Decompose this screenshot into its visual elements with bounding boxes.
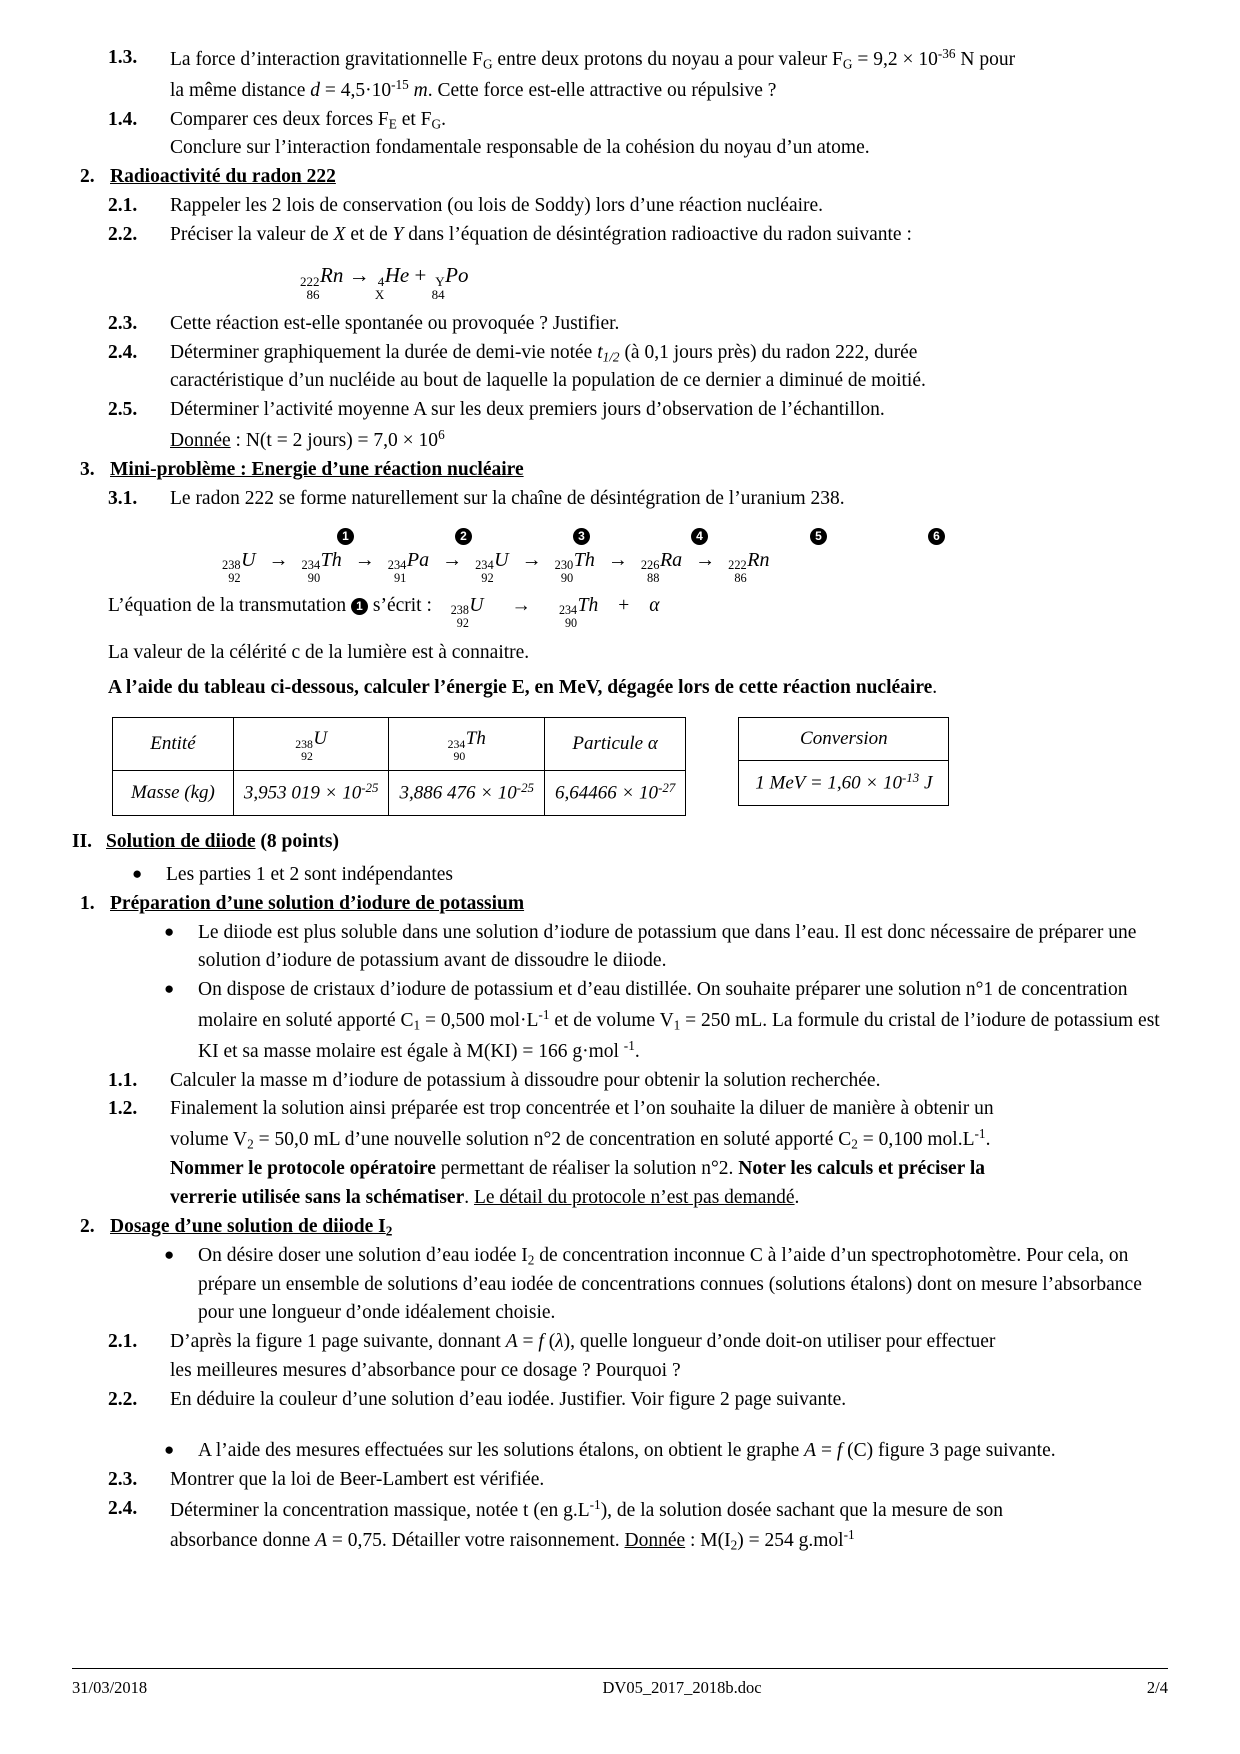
mass-number: 238 — [450, 603, 469, 618]
element-symbol: Rn — [747, 548, 770, 571]
footer-filename: DV05_2017_2018b.doc — [602, 1677, 762, 1697]
question-number: 1.2. — [108, 1098, 138, 1120]
question-number: 2.2. — [108, 1388, 138, 1410]
footer-page-number: 2/4 — [1146, 1677, 1168, 1697]
atomic-number: 91 — [393, 571, 407, 586]
question-1-3-line2 — [170, 75, 1168, 106]
q22-c: dans l’équation de désintégration radioactive du radon suivante : — [403, 223, 912, 245]
decay-chain-terms — [222, 546, 769, 586]
mass-number: 234 — [387, 558, 407, 573]
b4-a: A l’aide des mesures effectuées sur les solutions étalons, on obtient le graphe — [198, 1439, 805, 1461]
chain-arrow-2: → — [354, 548, 375, 571]
question-number: 1.4. — [108, 108, 138, 130]
question-text — [170, 1495, 1168, 1526]
q12-bold-verrerie: verrerie utilisée sans la schématiser — [170, 1186, 465, 1208]
atomic-number: 90 — [307, 571, 321, 586]
question-number: 2.3. — [108, 1468, 138, 1490]
b3-line3: mesure l’absorbance pour une longueur d’onde idéalement choisie. — [198, 1273, 1142, 1324]
radon-decay-equation — [300, 260, 1168, 302]
q12-l4-mid: . — [464, 1186, 474, 1208]
multiplier: × 10 — [324, 782, 362, 804]
question-number: 1.1. — [108, 1069, 138, 1091]
multiplier: × 10 — [616, 782, 659, 804]
b4-func-f: f — [836, 1439, 843, 1461]
donnee-exponent: 6 — [438, 427, 445, 443]
q13-sub-1: G — [482, 56, 493, 72]
subsection-2-heading — [80, 1213, 1168, 1242]
question-2-1-b — [108, 1328, 1168, 1357]
nuclide-u234 — [475, 550, 509, 586]
question-number: 2.1. — [108, 195, 138, 217]
chain-arrow-3: → — [442, 548, 463, 571]
section-number: 2. — [80, 166, 95, 188]
q13-part-a: La force d’interaction gravitationnelle F — [170, 48, 483, 70]
conv-exponent: -13 — [901, 770, 920, 786]
question-number: 2.3. — [108, 312, 138, 334]
q13-l2-sup: -15 — [391, 76, 409, 92]
bullet-text — [198, 919, 1168, 977]
element-symbol: U — [313, 728, 328, 750]
q13-var-d: d — [310, 79, 320, 101]
table-row-header — [739, 718, 949, 761]
q24b-l1-b: ), de la solution dosée sachant que la mesure de son — [600, 1499, 1004, 1521]
question-text: Déterminer l’activité moyenne A sur les deux premiers jours d’observation de l’échantillon. — [170, 399, 885, 421]
bullet-diiode-solubility — [164, 919, 1168, 977]
nuclide-pa234 — [388, 550, 429, 586]
q14-sub-e: E — [388, 116, 397, 132]
cell-particule-alpha: Particule α — [544, 718, 685, 771]
question-2-2-b — [108, 1386, 1168, 1415]
question-number: 2.4. — [108, 1497, 138, 1519]
nuclide-rn222 — [728, 550, 769, 586]
exponent: -25 — [361, 780, 379, 796]
q12-l2-a: volume V — [170, 1129, 248, 1151]
b2-l3-sup: -1 — [623, 1037, 635, 1053]
mass-number: 226 — [640, 558, 660, 573]
element-symbol: U — [469, 594, 484, 616]
nuclide-ra226 — [641, 550, 682, 586]
q12-l4-end: . — [794, 1186, 800, 1208]
question-text: Le radon 222 se forme naturellement sur la chaîne de désintégration de l’uranium 238. — [170, 487, 845, 509]
cell-th234 — [389, 718, 545, 771]
bullet-parties-independantes — [132, 861, 1168, 890]
question-1-2-line4 — [170, 1184, 1168, 1213]
q24b-l2-b: = 0,75. Détailler votre raisonnement. — [327, 1530, 625, 1552]
plus-sign: + — [414, 262, 427, 287]
q13-l2-c: . Cette force est-elle attractive ou répulsive ? — [427, 79, 777, 101]
reaction-arrow: → — [511, 594, 531, 616]
mass-number: 238 — [222, 558, 241, 573]
q24b-var-A: A — [315, 1530, 328, 1552]
question-text — [170, 106, 1168, 135]
subsection-title: Préparation d’une solution d’iodure de potassium — [110, 892, 525, 914]
question-1-4 — [108, 106, 1168, 135]
question-2-1-b-line2: les meilleures mesures d’absorbance pour ce dosage ? Pourquoi ? — [170, 1360, 681, 1382]
q13-part-b: entre deux protons du noyau a pour valeur F — [492, 48, 843, 70]
decay-chain-step-markers — [222, 528, 1168, 548]
nuclide-th234 — [559, 596, 598, 630]
question-2-4-b-line2 — [170, 1525, 1168, 1556]
q14-a: Comparer ces deux forces F — [170, 108, 389, 130]
q12-l2-c: = 0,100 mol.L — [857, 1129, 975, 1151]
conv-value: = 1,60 × 10 — [805, 772, 902, 794]
q13-sub-2: G — [842, 56, 853, 72]
question-number: 2.1. — [108, 1331, 138, 1353]
cell-entite: Entité — [113, 718, 234, 771]
chain-arrow-5: → — [607, 548, 628, 571]
element-symbol: U — [241, 548, 256, 571]
section-title: Radioactivité du radon 222 — [110, 166, 336, 188]
q12-underline-detail: Le détail du protocole n’est pas demandé — [473, 1186, 795, 1208]
subsection-number: 1. — [80, 892, 95, 914]
b2-line1: On dispose de cristaux d’iodure de potassium et d’eau distillée. On souhaite préparer une solution n°1 de — [198, 979, 1017, 1001]
element-symbol: He — [384, 262, 410, 287]
question-text: En déduire la couleur d’une solution d’eau iodée. Justifier. Voir figure 2 page suivante. — [170, 1388, 847, 1410]
mass-number: 234 — [301, 558, 321, 573]
table-row-value — [739, 761, 949, 806]
step-marker-1: 1 — [337, 528, 354, 545]
q24-sub-half: 1/2 — [602, 349, 620, 365]
question-2-4-line2: caractéristique d’un nucléide au bout de laquelle la population de ce dernier a diminué de moitié. — [170, 370, 926, 392]
question-2-2 — [108, 221, 1168, 250]
nuclide-po — [431, 262, 469, 303]
q21b-eq: = — [517, 1331, 539, 1353]
bullet-icon: ● — [132, 863, 143, 883]
atomic-number: X — [374, 287, 385, 303]
question-2-5-donnee — [170, 425, 1168, 456]
q21b-var-A: A — [505, 1331, 518, 1353]
nuclide-th230 — [555, 550, 595, 586]
q13-sup: -36 — [937, 46, 956, 61]
q24-b: (à 0,1 jours près) du radon 222, durée — [619, 341, 918, 363]
alpha-particle: α — [649, 594, 660, 616]
mantissa: 3,886 476 — [399, 782, 476, 804]
cell-masse-label: Masse (kg) — [113, 771, 234, 816]
celerite-note: La valeur de la célérité c de la lumière est à connaitre. — [108, 642, 530, 664]
element-symbol: Th — [573, 548, 595, 571]
bullet-icon: ● — [164, 1439, 175, 1459]
tableau-instruction — [108, 674, 1168, 703]
tableau-instruction-period: . — [932, 677, 938, 699]
question-text: Rappeler les 2 lois de conservation (ou lois de Soddy) lors d’une réaction nucléaire. — [170, 195, 824, 217]
question-2-1 — [108, 192, 1168, 221]
nuclide-he4 — [374, 262, 410, 303]
part-points: (8 points) — [255, 830, 339, 852]
q12-l2-b: = 50,0 mL d’une nouvelle solution n°2 de concentration en soluté apporté C — [253, 1129, 852, 1151]
question-text — [170, 339, 1168, 368]
mantissa: 3,953 019 — [243, 782, 325, 804]
b2-sub-v1: 1 — [673, 1017, 681, 1033]
question-text — [170, 221, 1168, 250]
element-symbol: Th — [465, 728, 486, 750]
section-title: Mini-problème : Energie d’une réaction nucléaire — [110, 458, 524, 480]
element-symbol: Pa — [406, 548, 430, 571]
chain-arrow-1: → — [268, 548, 289, 571]
q12-bold-noter: Noter les calculs et préciser la — [738, 1158, 985, 1180]
b4-c: (C) figure 3 page suivante. — [842, 1439, 1056, 1461]
nuclide-u238 — [222, 550, 256, 586]
multiplier: × 10 — [475, 782, 517, 804]
q12-bold-protocole: Nommer le protocole opératoire — [170, 1158, 436, 1180]
question-text: Calculer la masse m d’iodure de potassium à dissoudre pour obtenir la solution recherchée. — [170, 1069, 881, 1091]
exponent: -25 — [516, 780, 534, 796]
q24b-l2-sup: -1 — [843, 1527, 855, 1543]
atomic-number: 92 — [481, 571, 494, 586]
reaction-arrow: → — [348, 262, 370, 287]
cell-u238 — [233, 718, 389, 771]
question-text: Finalement la solution ainsi préparée est trop concentrée et l’on souhaite la diluer de manière à obtenir un — [170, 1098, 994, 1120]
question-text — [170, 1328, 1168, 1357]
q14-b: et F — [396, 108, 432, 130]
q24-var-t: t — [597, 341, 603, 363]
mass-number: 230 — [554, 558, 574, 573]
step-marker-2: 2 — [455, 528, 472, 545]
tableau-instruction-bold: A l’aide du tableau ci-dessous, calculer l’énergie E, en MeV, dégagée lors de cette réaction nucléaire — [108, 677, 933, 699]
q12-sub-c2: 2 — [851, 1136, 858, 1152]
q24b-donnee-label: Donnée — [624, 1530, 686, 1552]
donnee-value: : N(t = 2 jours) = 7,0 × 10 — [230, 430, 439, 452]
q13-l2-a: la même distance — [170, 79, 311, 101]
bullet-icon: ● — [164, 979, 175, 999]
subsection-title: Dosage d’une solution de diiode I — [110, 1215, 386, 1237]
q24b-l1-a: Déterminer la concentration massique, notée t (en g.L — [170, 1499, 590, 1521]
q21b-paren: ( — [543, 1331, 556, 1353]
b2-sup-1: -1 — [538, 1007, 550, 1023]
question-2-5 — [108, 396, 1168, 425]
q24-a: Déterminer graphiquement la durée de demi-vie notée — [170, 341, 598, 363]
q21b-d: ), quelle longueur d’onde doit-on utiliser pour effectuer — [563, 1331, 996, 1353]
b2-sub-c1: 1 — [413, 1017, 421, 1033]
atomic-number: 92 — [228, 571, 241, 586]
part-title: Solution de diiode — [106, 830, 256, 852]
section-number: 3. — [80, 458, 95, 480]
q12-l2-d: . — [985, 1129, 991, 1151]
q13-part-c: = 9,2 × 10 — [852, 48, 938, 70]
question-number: 2.2. — [108, 223, 138, 245]
chain-arrow-6: → — [695, 548, 716, 571]
question-2-4 — [108, 339, 1168, 368]
b3-l1-a: On désire doser une solution d’eau iodée I — [198, 1244, 528, 1266]
atomic-number: 88 — [647, 571, 660, 586]
q14-c: . — [441, 108, 446, 130]
bullet-text — [198, 976, 1168, 1066]
question-1-2-line3 — [170, 1155, 1168, 1184]
element-symbol: Po — [445, 262, 469, 287]
cell-mass-u238 — [233, 771, 389, 816]
q24b-l2-a: absorbance donne — [170, 1530, 316, 1552]
q22-a: Préciser la valeur de — [170, 223, 334, 245]
cell-mass-th234 — [389, 771, 545, 816]
atomic-number: 86 — [734, 571, 747, 586]
question-number: 2.4. — [108, 341, 138, 363]
b2-l2-d: = 250 mL. La formule du cristal de — [680, 1010, 960, 1032]
b3-line2: cela, on prépare un ensemble de solutions d’eau iodée de concentrations connues (solutions étalons) dont on — [198, 1244, 1129, 1295]
cell-mass-alpha — [544, 771, 685, 816]
mass-number: Y — [435, 273, 445, 289]
part-2-heading — [72, 828, 1168, 857]
exponent: -27 — [658, 780, 676, 796]
b2-l3-a: l’iodure de potassium est KI et sa masse molaire est égale à M(KI) = 166 g·mol — [198, 1010, 1160, 1062]
q22-b: et de — [345, 223, 393, 245]
b1-line2: préparer une solution d’iodure de potassium avant de dissoudre le diiode. — [198, 921, 1137, 972]
atomic-number: 90 — [453, 749, 466, 763]
subsection-title-sub: 2 — [385, 1223, 393, 1239]
atomic-number: 84 — [431, 287, 445, 303]
question-3-1 — [108, 485, 1168, 514]
transmutation-line — [108, 592, 1168, 630]
question-number: 1.3. — [108, 47, 138, 68]
mass-number: 234 — [475, 558, 494, 573]
cell-conversion-value — [739, 761, 949, 806]
part-number: II. — [72, 830, 93, 852]
nuclide-u238 — [451, 596, 484, 630]
subsection-number: 2. — [80, 1215, 95, 1237]
bullet-doser-solution — [164, 1242, 1168, 1329]
bullet-cristaux-ki — [164, 976, 1168, 1066]
question-1-4-line2: Conclure sur l’interaction fondamentale responsable de la cohésion du noyau d’un atome. — [170, 137, 870, 159]
q22-var-y: Y — [392, 223, 404, 245]
table-row-mass — [113, 771, 686, 816]
q24b-l1-sup: -1 — [589, 1496, 601, 1512]
q14-sub-g: G — [431, 116, 442, 132]
q13-unit-m: m — [408, 79, 428, 101]
bullet-icon: ● — [164, 921, 175, 941]
element-symbol: U — [494, 548, 509, 571]
question-2-3 — [108, 310, 1168, 339]
transmut-text-b: s’écrit : — [367, 594, 437, 616]
q22-var-x: X — [333, 223, 346, 245]
plus-sign: + — [618, 594, 630, 616]
table-row-header — [113, 718, 686, 771]
nuclide-th234 — [302, 550, 342, 586]
question-1-3 — [108, 44, 1168, 75]
mass-number: 222 — [728, 558, 747, 573]
atomic-number: 86 — [306, 287, 320, 303]
b4-eq: = — [816, 1439, 837, 1461]
section-2-heading — [80, 163, 1168, 192]
mantissa: 6,64466 — [554, 782, 617, 804]
q12-l2-sup: -1 — [974, 1126, 986, 1142]
nuclide-rn222 — [300, 262, 344, 303]
mass-number: 234 — [558, 603, 578, 618]
subsection-1-heading — [80, 890, 1168, 919]
element-symbol: Th — [577, 594, 599, 616]
bullet-text — [198, 1242, 1168, 1329]
conv-unit: 1 MeV — [755, 772, 806, 794]
question-text: Cette réaction est-elle spontanée ou provoquée ? Justifier. — [170, 312, 620, 334]
transmut-text-a: L’équation de la transmutation — [108, 594, 351, 616]
step-marker-4: 4 — [691, 528, 708, 545]
cell-conversion-header: Conversion — [739, 718, 949, 761]
step-marker-5: 5 — [810, 528, 827, 545]
decay-chain-diagram — [222, 528, 1168, 584]
q24b-sub-i2: 2 — [730, 1537, 738, 1553]
atomic-number: 90 — [560, 571, 574, 586]
conv-joule: J — [919, 772, 933, 794]
bullet-text: Les parties 1 et 2 sont indépendantes — [166, 863, 454, 885]
question-1-1-b — [108, 1067, 1168, 1096]
b2-l2-b: = 0,500 mol·L — [420, 1010, 539, 1032]
q13-l2-b: = 4,5·10 — [319, 79, 392, 101]
chain-arrow-4: → — [521, 548, 542, 571]
page-footer — [72, 1668, 1168, 1700]
element-symbol: Th — [320, 548, 342, 571]
element-symbol: Rn — [320, 262, 344, 287]
question-text: Montrer que la loi de Beer-Lambert est vérifiée. — [170, 1468, 545, 1490]
question-number: 2.5. — [108, 399, 138, 421]
bullet-text — [198, 1437, 1168, 1466]
mass-table — [112, 717, 686, 816]
b2-l3-b: . — [634, 1040, 640, 1062]
mass-number: 222 — [300, 273, 320, 289]
q24b-l2-d: ) = 254 g.mol — [737, 1530, 844, 1552]
mass-number: 4 — [377, 273, 385, 289]
question-number: 3.1. — [108, 487, 138, 509]
b2-l2-c: et de volume V — [549, 1010, 674, 1032]
b3-sub-i2: 2 — [527, 1252, 535, 1268]
mass-number: 234 — [447, 737, 466, 751]
q21b-func-f: f — [538, 1331, 544, 1353]
bullet-graphe-etalons — [164, 1437, 1168, 1466]
q24b-l2-c: : M(I — [685, 1530, 731, 1552]
step-marker-1-inline: 1 — [351, 598, 368, 615]
step-marker-6: 6 — [928, 528, 945, 545]
donnee-label: Donnée — [170, 430, 231, 452]
data-tables — [112, 717, 1168, 816]
conversion-table — [738, 717, 949, 806]
footer-date: 31/03/2018 — [72, 1677, 148, 1697]
q21b-lambda: λ — [555, 1331, 564, 1353]
question-2-4-b — [108, 1495, 1168, 1526]
b3-l1-b: de concentration inconnue C à l’aide d’un spectrophotomètre. Pour — [534, 1244, 1063, 1266]
b1-line1: Le diiode est plus soluble dans une solution d’iodure de potassium que dans l’eau. Il est donc nécessaire de — [198, 921, 1034, 943]
q13-part-d: N pour — [955, 48, 1016, 70]
b2-l2-a: concentration molaire en soluté apporté C — [198, 979, 1128, 1032]
section-3-heading — [80, 456, 1168, 485]
q12-l3-mid: permettant de réaliser la solution n°2. — [435, 1158, 739, 1180]
question-text — [170, 44, 1168, 75]
element-symbol: Ra — [659, 548, 683, 571]
bullet-icon: ● — [164, 1244, 175, 1264]
q12-sub-v2: 2 — [247, 1136, 254, 1152]
atomic-number: 92 — [301, 749, 313, 763]
q21b-a: D’après la figure 1 page suivante, donnant — [170, 1331, 506, 1353]
mass-number: 238 — [295, 737, 313, 751]
step-marker-3: 3 — [573, 528, 590, 545]
question-1-2-line2 — [170, 1124, 1168, 1155]
atomic-number: 92 — [456, 615, 469, 630]
b4-var-A: A — [804, 1439, 817, 1461]
question-1-2-b — [108, 1095, 1168, 1124]
question-2-3-b — [108, 1466, 1168, 1495]
atomic-number: 90 — [565, 615, 578, 630]
